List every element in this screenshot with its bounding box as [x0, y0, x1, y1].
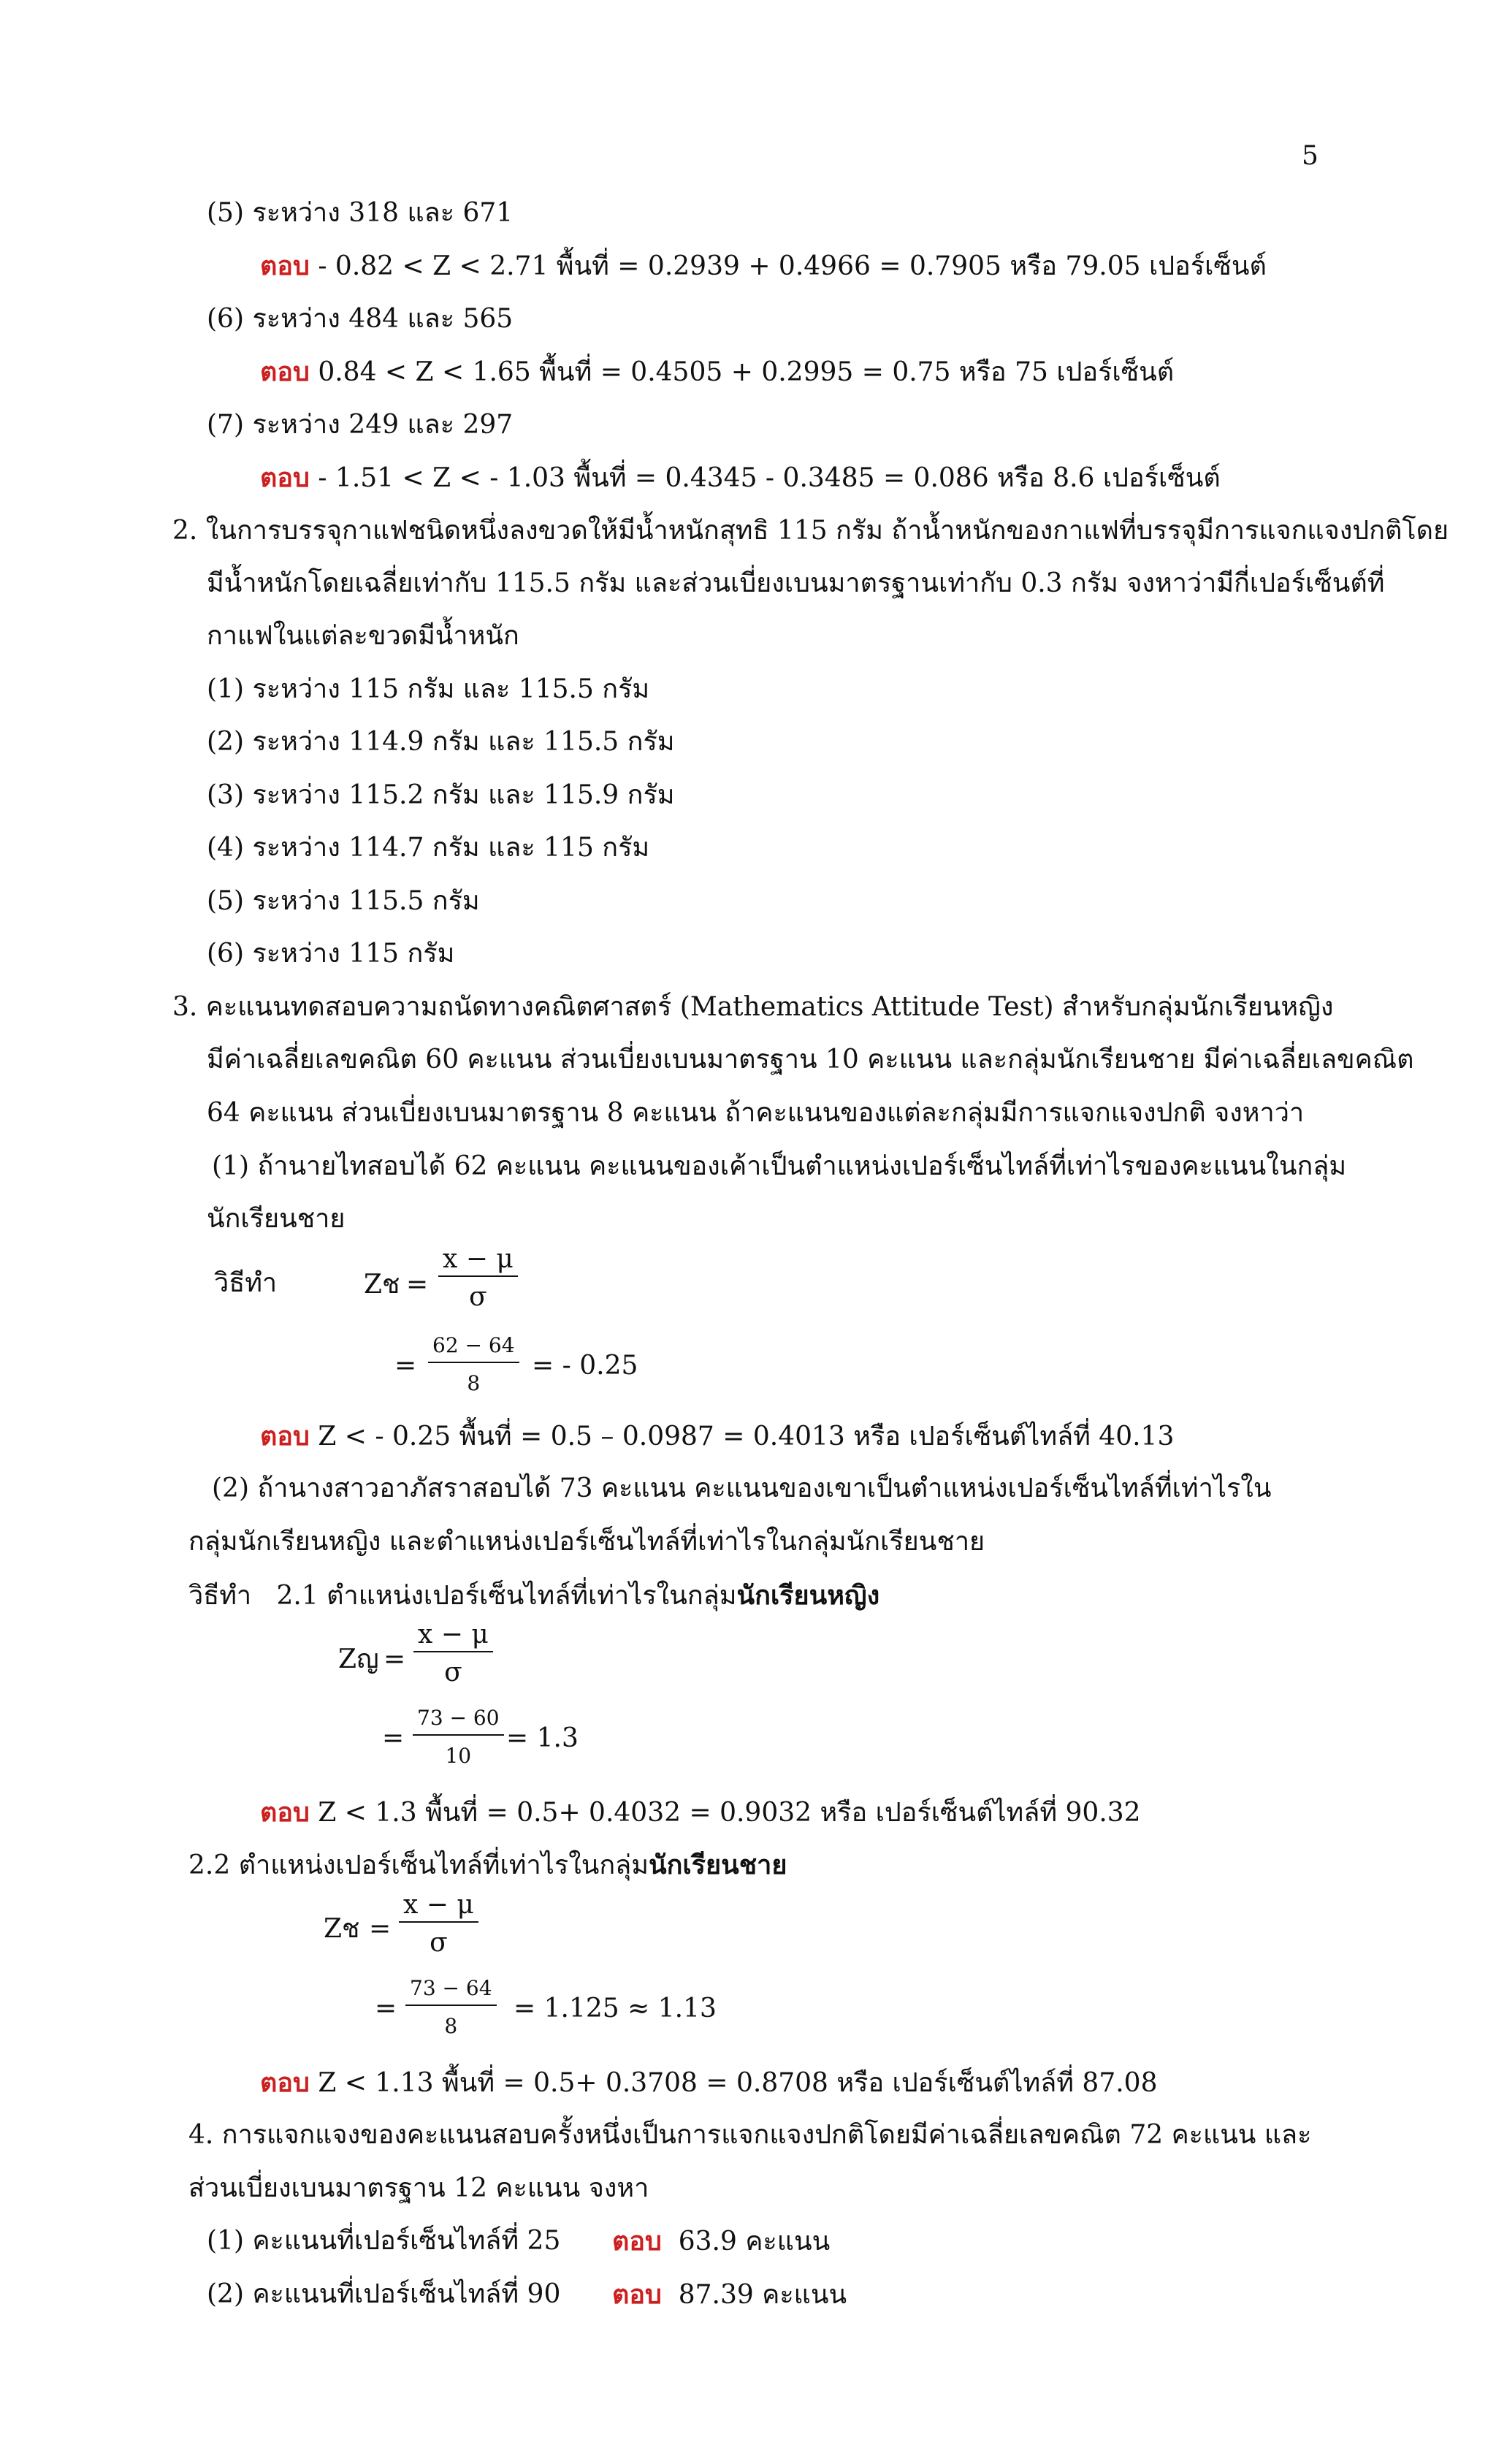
q2-item-4: (4) ระหว่าง 114.7 กรัม และ 115 กรัม — [207, 833, 650, 863]
sub1-answer — [260, 1420, 1174, 1453]
answer-label: ตอบ — [260, 2067, 310, 2098]
sub21-numerator: 73 − 60 — [413, 1702, 504, 1736]
q3-sub2-line-1: (2) ถ้านางสาวอาภัสราสอบได้ 73 คะแนน คะแนนของเขาเป็นตำแหน่งเปอร์เซ็นไทล์ที่เท่าไรใน — [212, 1473, 1272, 1503]
answer-label: ตอบ — [260, 1421, 310, 1452]
sub21-group: นักเรียนหญิง — [736, 1580, 880, 1611]
item-6: (6) ระหว่าง 484 และ 565 — [207, 304, 514, 334]
sub21-denominator: 10 — [445, 1744, 472, 1768]
page-number: 5 — [1302, 141, 1318, 171]
q2-line-2: มีน้ำหนักโดยเฉลี่ยเท่ากับ 115.5 กรัม และส่วนเบี่ยงเบนมาตรฐานเท่ากับ 0.3 กรัม จงหาว่ามีกี่เปอร์เซ็นต์ที่ — [207, 568, 1385, 598]
formula-numerator: x − μ — [438, 1243, 518, 1277]
q4-item-2: (2) คะแนนที่เปอร์เซ็นไทล์ที่ 90 — [207, 2279, 561, 2309]
q2-item-3: (3) ระหว่าง 115.2 กรัม และ 115.9 กรัม — [207, 780, 675, 810]
q3-line-2: มีค่าเฉลี่ยเลขคณิต 60 คะแนน ส่วนเบี่ยงเบนมาตรฐาน 10 คะแนน และกลุ่มนักเรียนชาย มีค่าเฉลี่ยเลขคณิต — [207, 1045, 1414, 1075]
formula-denominator: σ — [430, 1928, 448, 1958]
equals-sign: = — [375, 1994, 397, 2024]
sub1-numerator: 62 − 64 — [428, 1330, 519, 1363]
formula-fraction — [413, 1619, 493, 1689]
q4-line-1: 4. การแจกแจงของคะแนนสอบครั้งหนึ่งเป็นการแจกแจงปกติโดยมีค่าเฉลี่ยเลขคณิต 72 คะแนน และ — [188, 2120, 1312, 2150]
sub1-fraction — [428, 1330, 519, 1400]
formula-numerator: x − μ — [399, 1889, 478, 1923]
equals-sign: = — [383, 1644, 406, 1674]
z-male-symbol: Zช — [324, 1914, 360, 1944]
formula-fraction — [438, 1243, 518, 1313]
formula-numerator: x − μ — [413, 1619, 493, 1652]
sub22-heading — [188, 1849, 787, 1882]
q4-line-2: ส่วนเบี่ยงเบนมาตรฐาน 12 คะแนน จงหา — [188, 2173, 649, 2203]
formula-fraction — [399, 1889, 478, 1959]
z-male-symbol: Zช — [364, 1270, 400, 1300]
q2-item-1: (1) ระหว่าง 115 กรัม และ 115.5 กรัม — [207, 674, 650, 704]
sub22-group: นักเรียนชาย — [648, 1850, 787, 1880]
equals-sign: = — [394, 1351, 417, 1381]
q3-line-1: 3. คะแนนทดสอบความถนัดทางคณิตศาสตร์ (Mathematics Attitude Test) สำหรับกลุ่มนักเรียนหญิง — [172, 992, 1334, 1022]
sub21-fraction — [413, 1702, 504, 1772]
q2-item-6: (6) ระหว่าง 115 กรัม — [207, 939, 455, 969]
sub21-heading — [188, 1579, 879, 1612]
formula-denominator: σ — [469, 1282, 487, 1312]
answer-text: 63.9 คะแนน — [678, 2227, 831, 2257]
answer-label: ตอบ — [260, 1797, 310, 1828]
answer-text: Z < 1.3 พื้นที่ = 0.5+ 0.4032 = 0.9032 หรือ เปอร์เซ็นต์ไทล์ที่ 90.32 — [318, 1798, 1141, 1828]
sub22-result: = 1.125 ≈ 1.13 — [514, 1994, 717, 2024]
equals-sign: = — [406, 1270, 429, 1300]
q3-sub2-line-2: กลุ่มนักเรียนหญิง และตำแหน่งเปอร์เซ็นไทล์ที่เท่าไรในกลุ่มนักเรียนชาย — [188, 1527, 985, 1557]
equals-sign: = — [382, 1723, 405, 1753]
answer-label: ตอบ — [260, 251, 310, 281]
answer-text: Z < - 0.25 พื้นที่ = 0.5 – 0.0987 = 0.4013 หรือ เปอร์เซ็นต์ไทล์ที่ 40.13 — [318, 1422, 1175, 1452]
formula-denominator: σ — [444, 1658, 462, 1687]
equals-sign: = — [369, 1914, 392, 1944]
sub1-denominator: 8 — [467, 1371, 481, 1395]
q4-answer-1 — [612, 2225, 830, 2258]
answer-5 — [260, 250, 1267, 283]
answer-text: - 0.82 < Z < 2.71 พื้นที่ = 0.2939 + 0.4966 = 0.7905 หรือ 79.05 เปอร์เซ็นต์ — [318, 251, 1267, 281]
sub1-result: = - 0.25 — [532, 1351, 638, 1381]
answer-7 — [260, 462, 1221, 495]
z-female-symbol: Zญ — [338, 1644, 379, 1674]
answer-text: 0.84 < Z < 1.65 พื้นที่ = 0.4505 + 0.2995 = 0.75 หรือ 75 เปอร์เซ็นต์ — [318, 357, 1175, 387]
q3-sub1-line-2: นักเรียนชาย — [207, 1204, 346, 1234]
sub22-fraction — [405, 1972, 497, 2042]
sub22-denominator: 8 — [444, 2014, 458, 2038]
q4-answer-2 — [612, 2278, 847, 2311]
answer-text: Z < 1.13 พื้นที่ = 0.5+ 0.3708 = 0.8708 หรือ เปอร์เซ็นต์ไทล์ที่ 87.08 — [318, 2068, 1158, 2098]
answer-6 — [260, 356, 1174, 389]
answer-label: ตอบ — [612, 2279, 662, 2310]
q2-item-2: (2) ระหว่าง 114.9 กรัม และ 115.5 กรัม — [207, 727, 675, 757]
q2-line-3: กาแฟในแต่ละขวดมีน้ำหนัก — [207, 621, 519, 651]
sub21-result: = 1.3 — [506, 1723, 579, 1753]
answer-label: ตอบ — [612, 2226, 662, 2257]
answer-text: 87.39 คะแนน — [678, 2280, 847, 2310]
answer-label: ตอบ — [260, 356, 310, 387]
sub22-numerator: 73 − 64 — [405, 1972, 497, 2006]
answer-text: - 1.51 < Z < - 1.03 พื้นที่ = 0.4345 - 0.3485 = 0.086 หรือ 8.6 เปอร์เซ็นต์ — [318, 463, 1221, 493]
sub21-answer — [260, 1796, 1141, 1829]
q4-item-1: (1) คะแนนที่เปอร์เซ็นไทล์ที่ 25 — [207, 2226, 561, 2256]
q2-item-5: (5) ระหว่าง 115.5 กรัม — [207, 886, 480, 916]
answer-label: ตอบ — [260, 462, 310, 493]
sub22-answer — [260, 2067, 1157, 2099]
q3-sub1-line-1: (1) ถ้านายไทสอบได้ 62 คะแนน คะแนนของเค้าเป็นตำแหน่งเปอร์เซ็นไทล์ที่เท่าไรของคะแนนในกลุ่ม — [212, 1151, 1347, 1181]
item-5: (5) ระหว่าง 318 และ 671 — [207, 198, 514, 228]
q2-line-1: 2. ในการบรรจุกาแฟชนิดหนึ่งลงขวดให้มีน้ำหนักสุทธิ 115 กรัม ถ้าน้ำหนักของกาแฟที่บรรจุมีการแจกแจงปกติโดย — [172, 516, 1449, 546]
sub21-text: 2.1 ตำแหน่งเปอร์เซ็นไทล์ที่เท่าไรในกลุ่ม — [276, 1581, 737, 1611]
method-label: วิธีทำ — [188, 1581, 252, 1611]
item-7: (7) ระหว่าง 249 และ 297 — [207, 410, 514, 440]
method-label: วิธีทำ — [214, 1268, 278, 1298]
q3-line-3: 64 คะแนน ส่วนเบี่ยงเบนมาตรฐาน 8 คะแนน ถ้าคะแนนของแต่ละกลุ่มมีการแจกแจงปกติ จงหาว่า — [207, 1098, 1305, 1128]
sub22-text: 2.2 ตำแหน่งเปอร์เซ็นไทล์ที่เท่าไรในกลุ่ม — [188, 1850, 649, 1880]
